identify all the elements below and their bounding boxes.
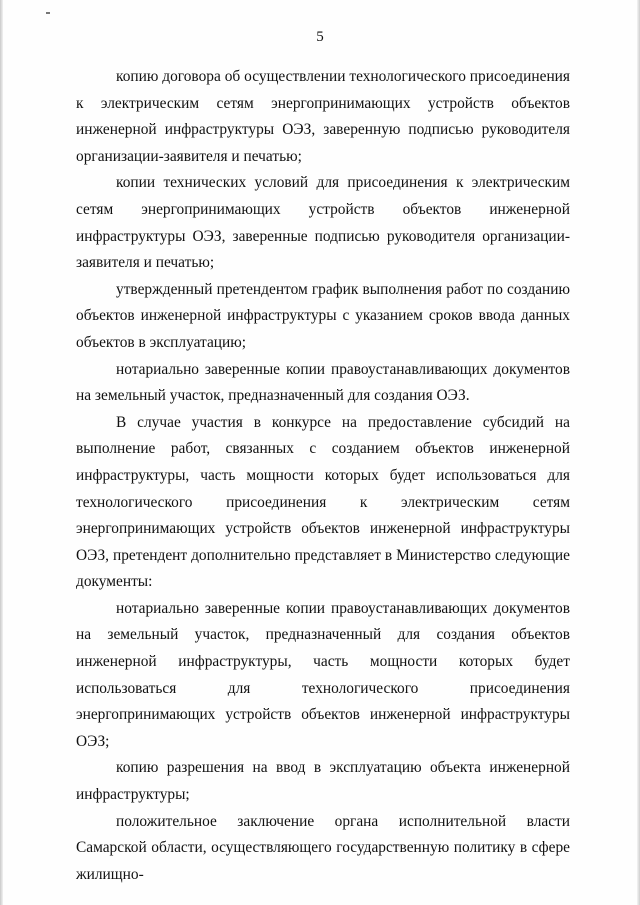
- scan-edge-left: [0, 0, 3, 905]
- paragraph-contract-copy: копию договора об осуществлении технологического присоединения к электрическим сетям энергопринимающих устройств объектов инженерной инфраструктуры ОЭЗ, заверенную подписью руководителя организации-заявителя и печатью;: [76, 68, 570, 165]
- paragraph-work-schedule: утвержденный претендентом график выполнения работ по созданию объектов инженерной инфраструктуры с указанием сроков ввода данных объектов в эксплуатацию;: [76, 280, 570, 351]
- paragraph-land-documents: нотариально заверенные копии правоустанавливающих документов на земельный участок, предназначенный для создания ОЭЗ.: [76, 360, 570, 405]
- page-number: 5: [316, 29, 324, 45]
- paragraph-subsidy-case: В случае участия в конкурсе на предоставление субсидий на выполнение работ, связанных с созданием объектов инженерной инфраструктуры, часть мощности которых будет использоваться для технологического присоединения к электрическим сетям энергопринимающих устройств объектов инженерной инфраструктуры ОЭЗ, претендент дополнительно представляет в Министерство следующие документы:: [76, 413, 570, 591]
- paragraph-positive-conclusion: положительное заключение органа исполнительной власти Самарской области, осуществляющего государственную политику в сфере жилищно-: [76, 812, 570, 883]
- scan-speck: [46, 12, 50, 14]
- paragraph-operation-permit: копию разрешения на ввод в эксплуатацию объекта инженерной инфраструктуры;: [76, 759, 570, 804]
- paragraph-technical-conditions: копии технических условий для присоединения к электрическим сетям энергопринимающих устройств объектов инженерной инфраструктуры ОЭЗ, заверенные подписью руководителя организации-заявителя и печатью;: [76, 174, 570, 272]
- document-body: [76, 64, 570, 888]
- paragraph-infrastructure-land-documents: нотариально заверенные копии правоустанавливающих документов на земельный участок, предназначенный для создания объектов инженерной инфраструктуры, часть мощности которых будет использоваться для технологического присоединения энергопринимающих устройств объектов инженерной инфраструктуры ОЭЗ;: [76, 599, 570, 750]
